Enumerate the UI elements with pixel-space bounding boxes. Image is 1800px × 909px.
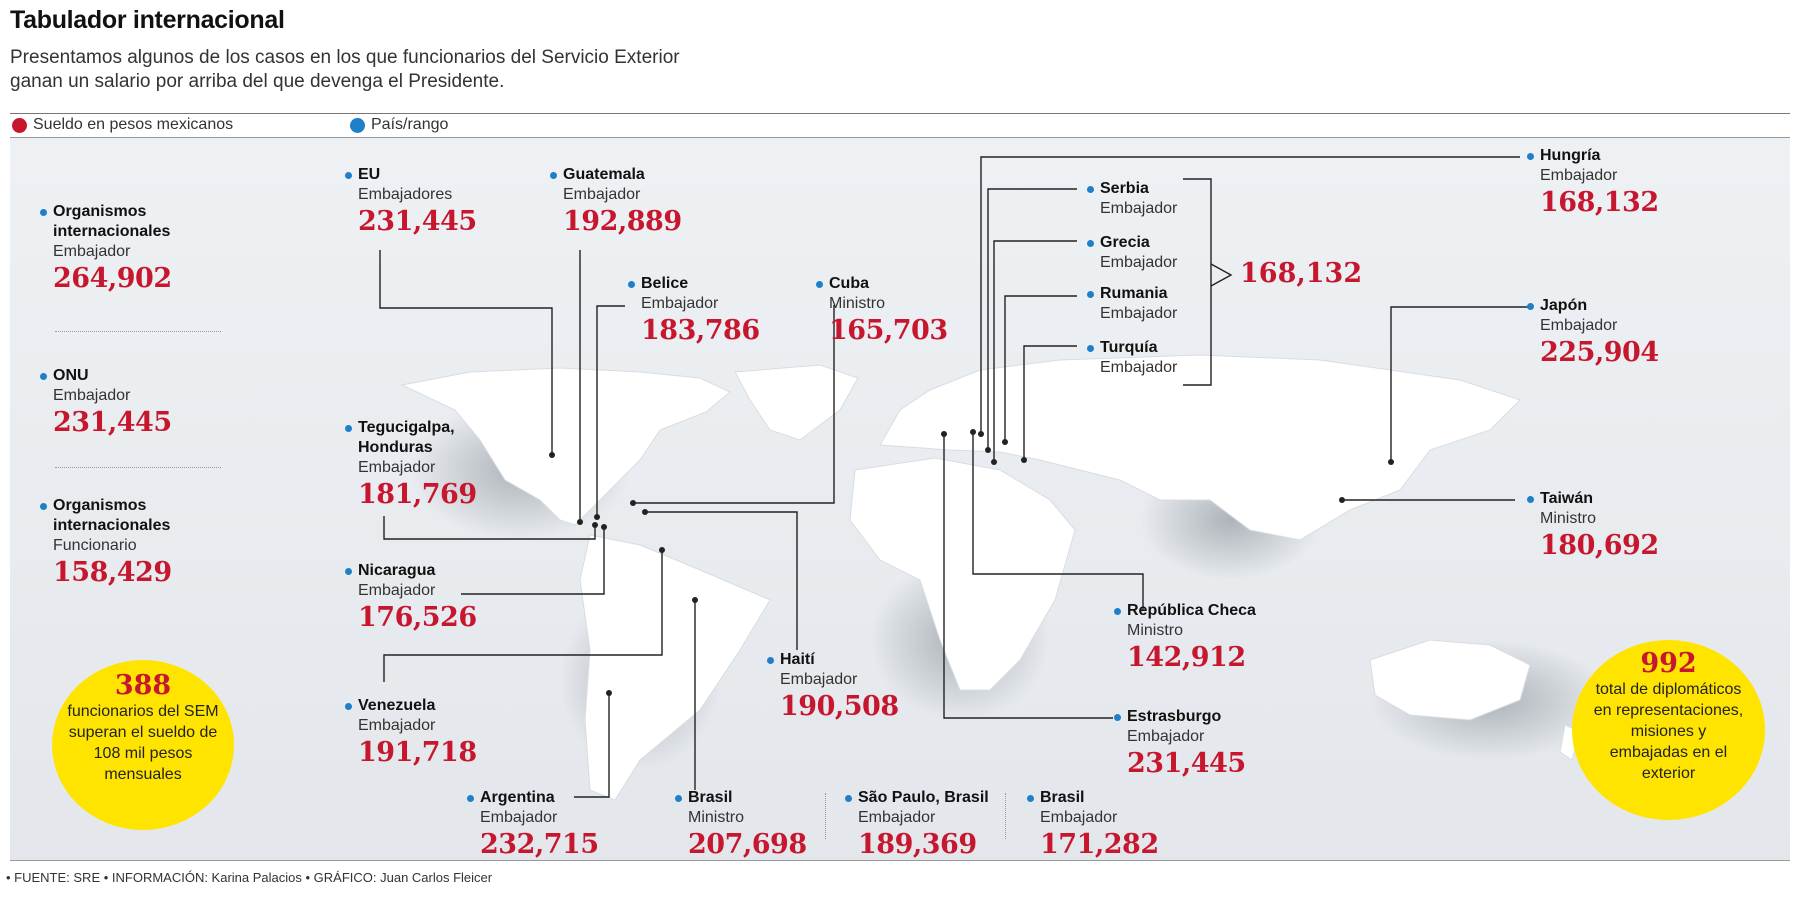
item-name: Brasil [688,788,807,808]
item-name: EU [358,165,477,185]
page-subtitle: Presentamos algunos de los casos en los que funcionarios del Servicio Exterior ganan un salario por arriba del que devenga el Presidente. [10,47,680,92]
legend-country-label: País/rango [371,116,449,133]
item-name: Venezuela [358,696,477,716]
item-japon [1540,296,1659,370]
divider [55,467,221,468]
group-brace-tip [1211,264,1231,286]
item-rank: Embajador [563,186,641,203]
item-name: Organismos internacionales [53,496,203,536]
item-rank: Embajador [641,295,719,312]
item-value: 231,445 [1127,748,1246,779]
item-brasil-ministro [688,788,807,862]
item-value: 192,889 [563,206,682,237]
item-name: Nicaragua [358,561,477,581]
item-value: 171,282 [1040,829,1159,860]
item-value: 189,369 [858,829,977,860]
item-haiti [780,650,899,724]
item-value: 168,132 [1540,187,1659,218]
item-turquia [1100,338,1177,378]
item-nicaragua [358,561,477,635]
item-rank: Embajador [358,582,436,599]
item-org-embajador [53,202,203,296]
item-value: 176,526 [358,602,477,633]
item-rank: Embajador [358,717,436,734]
item-name: Belice [641,274,760,294]
item-rank: Ministro [1127,622,1184,639]
stat-number: 388 [114,670,172,701]
item-rank: Embajador [858,809,936,826]
item-value: 190,508 [780,691,899,722]
item-rank: Embajador [1100,254,1178,271]
item-name: Cuba [829,274,948,294]
item-rank: Embajador [780,671,858,688]
legend-salary-label: Sueldo en pesos mexicanos [33,116,234,133]
item-name: Grecia [1100,233,1177,253]
item-rank: Embajador [1540,317,1618,334]
item-name: Rumania [1100,284,1177,304]
divider [55,331,221,332]
item-rank: Embajadores [358,186,453,203]
item-brasil-embajador [1040,788,1159,862]
item-name: Japón [1540,296,1659,316]
greenland-shape [735,365,858,440]
group-value: 168,132 [1240,258,1363,289]
item-name: Serbia [1100,179,1177,199]
item-onu [53,366,172,440]
item-estrasburgo [1127,707,1246,781]
item-rank: Embajador [53,243,131,260]
divider [825,793,826,839]
item-hungria [1540,146,1659,220]
item-serbia [1100,179,1177,219]
item-value: 231,445 [358,206,477,237]
item-rumania [1100,284,1177,324]
item-name: Turquía [1100,338,1177,358]
item-venezuela [358,696,477,770]
item-name: Guatemala [563,165,682,185]
item-rank: Embajador [1100,305,1178,322]
item-name: ONU [53,366,172,386]
item-value: 181,769 [358,479,477,510]
footer-rule [10,860,1790,861]
item-republica-checa [1127,601,1256,675]
divider [1005,793,1006,839]
item-eu [358,165,477,239]
item-value: 142,912 [1127,642,1246,673]
item-name: Hungría [1540,146,1659,166]
item-value: 158,429 [53,557,172,588]
group-brace [1183,179,1211,385]
item-rank: Ministro [688,809,745,826]
item-sao-paulo [858,788,989,862]
item-rank: Ministro [829,295,886,312]
item-rank: Embajador [1100,200,1178,217]
item-name: Tegucigalpa, Honduras [358,418,468,458]
item-rank: Embajador [1040,809,1118,826]
item-rank: Funcionario [53,537,137,554]
item-rank: Embajador [1540,167,1618,184]
item-guatemala [563,165,682,239]
stat-number: 992 [1640,648,1697,679]
item-value: 207,698 [688,829,807,860]
item-tegucigalpa [358,418,477,512]
item-name: Estrasburgo [1127,707,1246,727]
item-rank: Embajador [480,809,558,826]
item-name: Brasil [1040,788,1159,808]
item-name: Taiwán [1540,489,1659,509]
item-value: 264,902 [53,263,172,294]
item-value: 165,703 [829,315,948,346]
stat-circle-992 [1572,640,1765,820]
item-org-funcionario [53,496,203,590]
stat-circle-388 [52,660,234,830]
item-name: São Paulo, Brasil [858,789,989,806]
item-name: República Checa [1127,602,1256,619]
footer-credits: • FUENTE: SRE • INFORMACIÓN: Karina Palacios • GRÁFICO: Juan Carlos Fleicer [6,870,493,885]
item-grecia [1100,233,1177,273]
page-title: Tabulador internacional [10,6,285,34]
item-value: 183,786 [641,315,760,346]
item-rank: Embajador [1100,359,1178,376]
item-value: 180,692 [1540,530,1659,561]
item-belice [641,274,760,348]
item-value: 191,718 [358,737,477,768]
item-name: Haití [780,650,899,670]
stat-text: total de diplomáticos en representaciones, misiones y embajadas en el exterior [1593,681,1744,782]
item-rank: Embajador [53,387,131,404]
item-value: 225,904 [1540,337,1659,368]
stat-text: funcionarios del SEM superan el sueldo de 108 mil pesos mensuales [67,703,219,783]
item-rank: Ministro [1540,510,1597,527]
item-value: 232,715 [480,829,599,860]
item-taiwan [1540,489,1659,563]
item-value: 231,445 [53,407,172,438]
item-cuba [829,274,948,348]
item-argentina [480,788,599,862]
item-name: Organismos internacionales [53,202,203,242]
item-name: Argentina [480,788,599,808]
item-rank: Embajador [358,459,436,476]
item-rank: Embajador [1127,728,1205,745]
